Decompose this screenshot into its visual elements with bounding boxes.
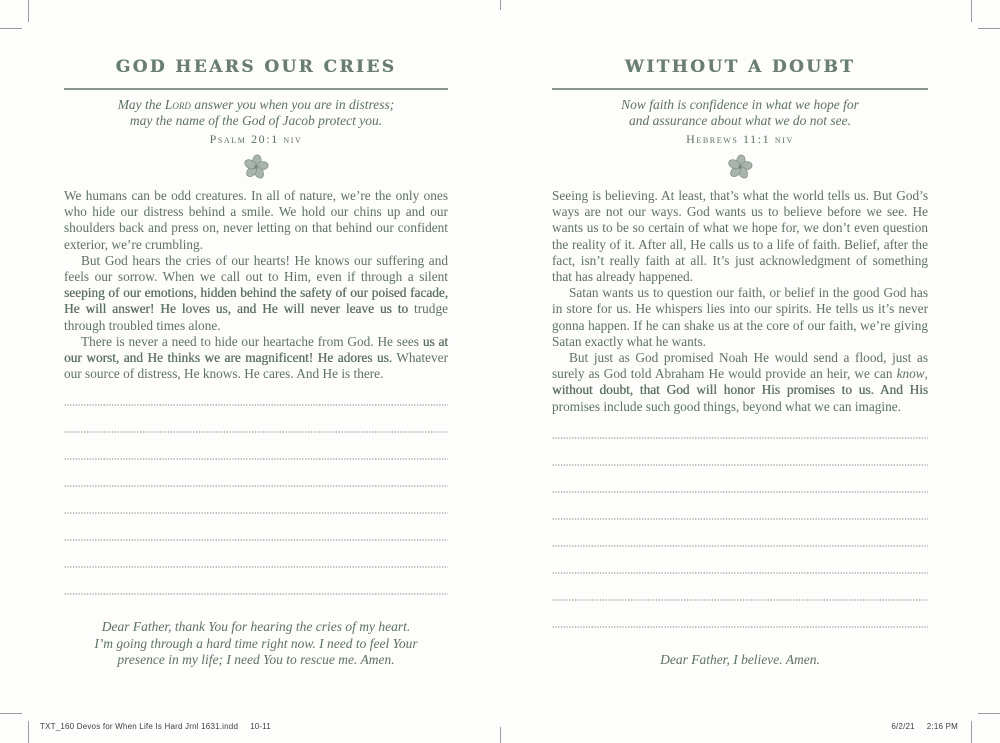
text-segment: without doubt, that God will honor His promises to us. And His: [552, 382, 928, 398]
journal-line: [64, 382, 448, 409]
slug-left: [40, 722, 271, 731]
flower-ornament-icon: [241, 152, 271, 182]
verse-line: [64, 97, 448, 113]
scripture-reference-left: Psalm 20:1 niv: [209, 132, 303, 146]
page-range: 10-11: [250, 722, 271, 731]
text-segment: answer you when you are in distress;: [190, 97, 395, 112]
text-segment: We humans can be odd creatures. In all of nature, we’re the only ones who hide our distress behind a smile. We hold our chins up and our shoulders back and press on, never letting on that behind our confident exterior, we’re crumbling.: [64, 188, 448, 252]
crop-mark-top-right-vertical: [971, 0, 972, 22]
document-filename: TXT_160 Devos for When Life Is Hard Jrnl 1631.indd: [40, 722, 239, 731]
text-segment: But just as God promised Noah He would send a flood, just as surely as God told Abraham He would provide an heir, we can: [552, 350, 928, 382]
prayer-line: I’m going through a hard time right now. I need to feel Your: [94, 635, 418, 651]
text-segment: Now faith is confidence in what we hope for: [621, 97, 859, 112]
scripture-reference-right: Hebrews 11:1 niv: [686, 132, 794, 146]
fold-mark-top-center: [500, 0, 501, 10]
devotion-body-left: [64, 188, 448, 382]
book-spread: [28, 28, 972, 714]
journal-line: [64, 517, 448, 544]
journal-line: [552, 604, 928, 631]
body-paragraph: [64, 334, 448, 383]
journal-line: [552, 550, 928, 577]
body-paragraph: [552, 188, 928, 285]
print-date: 6/2/21: [891, 722, 915, 731]
text-segment: Satan wants us to question our faith, or belief in the good God has in store for us. He whispers lies into our spirits. He tells us it’s never gonna happen. If he can shake us at the core of our faith, we’re giving Satan exactly what he wants.: [552, 285, 928, 349]
text-segment: seeping of our emotions, hidden behind the safety of our poised facade, He will answer! He loves us, and He will never leave us to: [64, 285, 448, 317]
devotion-body-right: [552, 188, 928, 415]
text-segment: Seeing is believing. At least, that’s what the world tells us. But God’s ways are not our ways. God wants us to believe before we see. He wants us to be so certain of what we hope for, we don’t even question the reality of it. After all, He calls us to a life of faith. Belief, after the fact, isn’t really faith at all. It’s just acknowledgment of something that has already happened.: [552, 188, 928, 285]
journal-line: [552, 496, 928, 523]
journal-line: [64, 544, 448, 571]
prayer-line: Dear Father, thank You for hearing the cries of my heart.: [101, 619, 411, 635]
journal-line: [64, 463, 448, 490]
journal-line: [552, 577, 928, 604]
journal-line: [552, 469, 928, 496]
page-right: [500, 28, 972, 714]
text-segment: Whatever our source of distress, He knows. He cares. And He is there.: [64, 350, 449, 382]
text-segment: know: [896, 366, 925, 382]
scripture-verse-right: [552, 97, 928, 129]
devotion-title-right: WITHOUT A DOUBT: [624, 57, 856, 77]
title-rule-right: [552, 88, 928, 90]
body-paragraph: [552, 285, 928, 350]
prayer-line: Dear Father, I believe. Amen.: [660, 651, 820, 667]
journal-lines-left: [64, 382, 448, 598]
text-segment: trudge through troubled times alone.: [64, 301, 448, 333]
slug-right: [891, 722, 958, 731]
devotion-title-left: GOD HEARS OUR CRIES: [115, 57, 397, 77]
text-segment: may the name of the God of Jacob protect you.: [129, 113, 383, 128]
journal-line: [552, 442, 928, 469]
crop-mark-bottom-right-horizontal: [978, 713, 1000, 714]
scripture-verse-left: [64, 97, 448, 129]
page-left: [28, 28, 500, 714]
verse-line: [552, 97, 928, 113]
journal-line: [64, 490, 448, 517]
text-segment: ,: [924, 366, 928, 382]
text-segment: But God hears the cries of our hearts! He knows our suffering and feels our sorrow. When we call out to Him, even if through a silent: [64, 252, 448, 285]
journal-line: [552, 415, 928, 442]
crop-mark-top-left-vertical: [28, 0, 29, 22]
slug-line: [0, 720, 1000, 734]
prayer-line: presence in my life; I need You to rescue me. Amen.: [117, 651, 395, 667]
text-segment: Lord: [164, 97, 191, 112]
journal-line: [64, 436, 448, 463]
body-paragraph: [64, 253, 448, 334]
crop-mark-top-left-horizontal: [0, 28, 22, 29]
closing-prayer-left: [64, 619, 448, 668]
title-rule-left: [64, 88, 448, 90]
text-segment: and assurance about what we do not see.: [629, 113, 851, 128]
print-time: 2:16 PM: [926, 722, 958, 731]
text-segment: us at our worst, and He thinks we are magnificent! He adores us.: [64, 333, 448, 366]
body-paragraph: [552, 350, 928, 415]
verse-line: [552, 113, 928, 129]
journal-line: [64, 571, 448, 598]
text-segment: promises include such good things, beyond what we can imagine.: [552, 398, 901, 414]
verse-line: [64, 113, 448, 129]
crop-mark-bottom-left-horizontal: [0, 713, 22, 714]
text-segment: May the: [117, 97, 165, 112]
crop-mark-top-right-horizontal: [978, 28, 1000, 29]
flower-ornament-icon: [725, 152, 755, 182]
body-paragraph: [64, 188, 448, 253]
closing-prayer-right: [552, 652, 928, 668]
journal-line: [64, 409, 448, 436]
journal-lines-right: [552, 415, 928, 631]
text-segment: There is never a need to hide our heartache from God. He sees: [81, 333, 423, 349]
journal-line: [552, 523, 928, 550]
